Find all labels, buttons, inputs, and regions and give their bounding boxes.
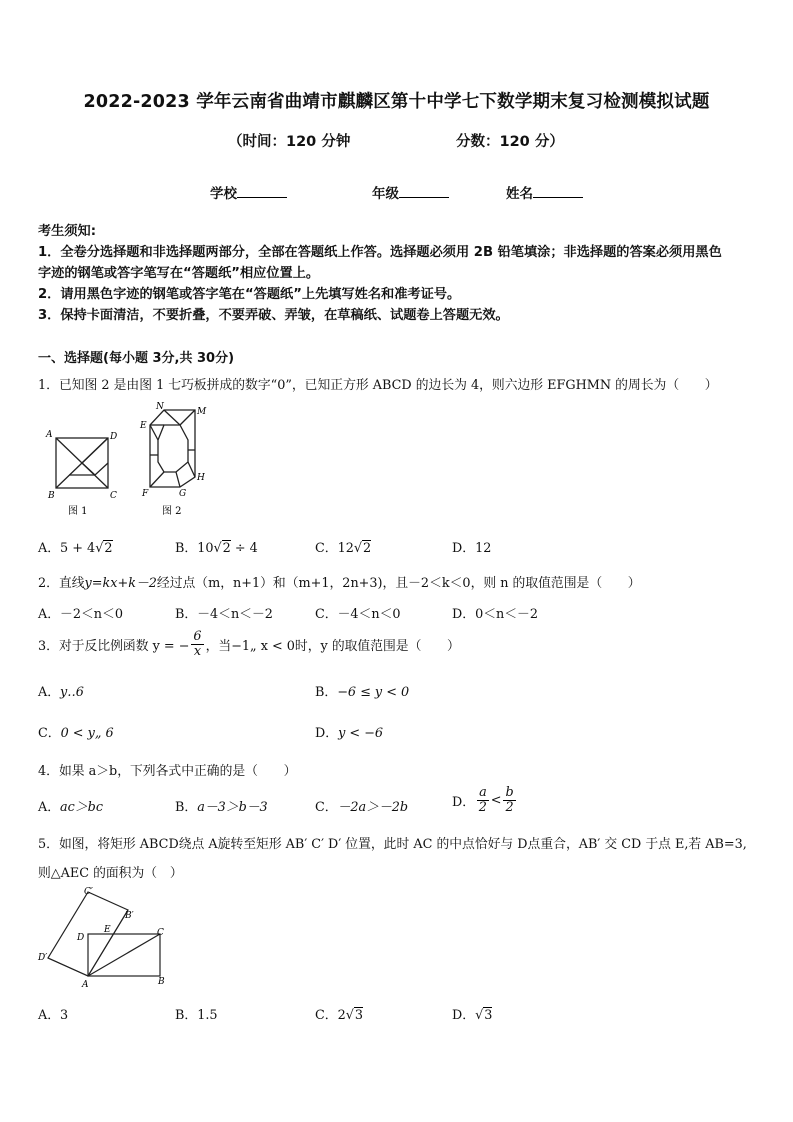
exam-score: 分数：120 分） <box>456 134 564 150</box>
fig1-caption: 图 1 <box>68 506 88 517</box>
q4-stem: 4．如果 a＞b，下列各式中正确的是（ ） <box>38 764 297 779</box>
q1-figures <box>40 400 215 520</box>
grade-field <box>372 182 449 202</box>
q5-option-a: A．3 <box>38 1008 69 1023</box>
fig1-label-B: B <box>48 491 55 501</box>
q3-option-b: B．−6 ≤ y < 0 <box>315 685 410 700</box>
q5-stem-line-2: 则△AEC 的面积为（ ） <box>38 866 183 881</box>
notice-block <box>38 221 722 326</box>
fig2-label-M: M <box>197 407 207 417</box>
fig5-label-D1: D′ <box>38 953 48 963</box>
q5-option-b: B．1.5 <box>175 1008 218 1023</box>
fig2-label-E: E <box>140 421 147 431</box>
q5-figure <box>34 884 184 994</box>
q5-stem-line-1: 5．如图，将矩形 ABCD绕点 A旋转至矩形 AB′ C′ D′ 位置，此时 AC 的中点恰好与 D点重合，AB′ 交 CD 于点 E,若 AB=3, <box>38 837 747 852</box>
fig2-label-G: G <box>179 489 187 499</box>
grade-label: 年级 <box>372 186 399 202</box>
tangram-figure-1 <box>56 438 108 488</box>
q2-stem: 2．直线y=kx+k－2经过点（m，n+1）和（m+1，2n+3)，且－2＜k＜0，则 n 的取值范围是（ ） <box>38 576 641 591</box>
notice-line-3: 3．保持卡面清洁，不要折叠，不要弄破、弄皱，在草稿纸、试题卷上答题无效。 <box>38 308 509 323</box>
page-title: 2022-2023 学年云南省曲靖市麒麟区第十中学七下数学期末复习检测模拟试题 <box>83 92 710 112</box>
fig2-label-F: F <box>142 489 149 499</box>
school-field <box>210 182 287 202</box>
fig2-label-H: H <box>197 473 205 483</box>
fig1-label-A: A <box>46 430 53 440</box>
name-field <box>506 182 583 202</box>
q3-stem: 3．对于反比例函数 y = − $\frac{6}{x}$ ，当−1„ x < 0时，y 的取值范围是（ ） <box>38 629 460 659</box>
fig5-label-E: E <box>104 925 111 935</box>
q2-option-d: D．0＜n＜－2 <box>452 607 538 622</box>
q1-option-d: D．12 <box>452 541 492 556</box>
fig5-label-C1: C′ <box>84 887 93 897</box>
q2-option-c: C．－4＜n＜0 <box>315 607 401 622</box>
q1-stem: 1．已知图 2 是由图 1 七巧板拼成的数字“0”，已知正方形 ABCD 的边长为 4，则六边形 EFGHMN 的周长为（ ） <box>38 378 718 393</box>
q3-option-a: A．y‥6 <box>38 685 84 700</box>
fig5-label-C: C <box>157 928 164 938</box>
fig5-label-D: D <box>77 933 85 943</box>
notice-line-1b: 字迹的钢笔或答字笔写在“答题纸”相应位置上。 <box>38 266 320 281</box>
tangram-figure-2 <box>150 410 195 487</box>
q5-option-d: D．√3 <box>452 1008 493 1023</box>
fig2-caption: 图 2 <box>162 506 182 517</box>
q4-option-a: A．ac＞bc <box>38 800 103 815</box>
q3-option-c: C．0 < y„ 6 <box>38 726 114 741</box>
fig5-label-B: B <box>158 977 165 987</box>
fig2-label-N: N <box>156 402 164 412</box>
notice-line-1a: 1．全卷分选择题和非选择题两部分，全部在答题纸上作答。选择题必须用 2B 铅笔填涂；非选择题的答案必须用黑色 <box>38 245 722 260</box>
fig5-label-B1: B′ <box>125 911 134 921</box>
notice-heading: 考生须知: <box>38 224 97 239</box>
q1-option-b: B．10√2 ÷ 4 <box>175 541 258 556</box>
q3-option-d: D．y < −6 <box>315 726 384 741</box>
fig1-label-D: D <box>110 432 118 442</box>
fig1-label-C: C <box>110 491 117 501</box>
q2-option-a: A．－2＜n＜0 <box>38 607 123 622</box>
exam-time: （时间：120 分钟 <box>228 134 351 150</box>
section-heading: 一、选择题(每小题 3分,共 30分) <box>38 351 235 366</box>
name-label: 姓名 <box>506 186 533 202</box>
q2-option-b: B．－4＜n＜－2 <box>175 607 273 622</box>
q4-option-c: C．－2a＞－2b <box>315 800 409 815</box>
q5-option-c: C．2√3 <box>315 1008 364 1023</box>
q4-option-d: D． $\frac{a}{2}$ < $\frac{b}{2}$ <box>452 785 514 815</box>
q1-option-a: A．5 + 4√2 <box>38 541 113 556</box>
school-label: 学校 <box>210 186 237 202</box>
notice-line-2: 2．请用黑色字迹的钢笔或答字笔在“答题纸”上先填写姓名和准考证号。 <box>38 287 461 302</box>
fig5-label-A: A <box>82 980 89 990</box>
q1-option-c: C．12√2 <box>315 541 372 556</box>
q4-option-b: B．a－3＞b－3 <box>175 800 268 815</box>
